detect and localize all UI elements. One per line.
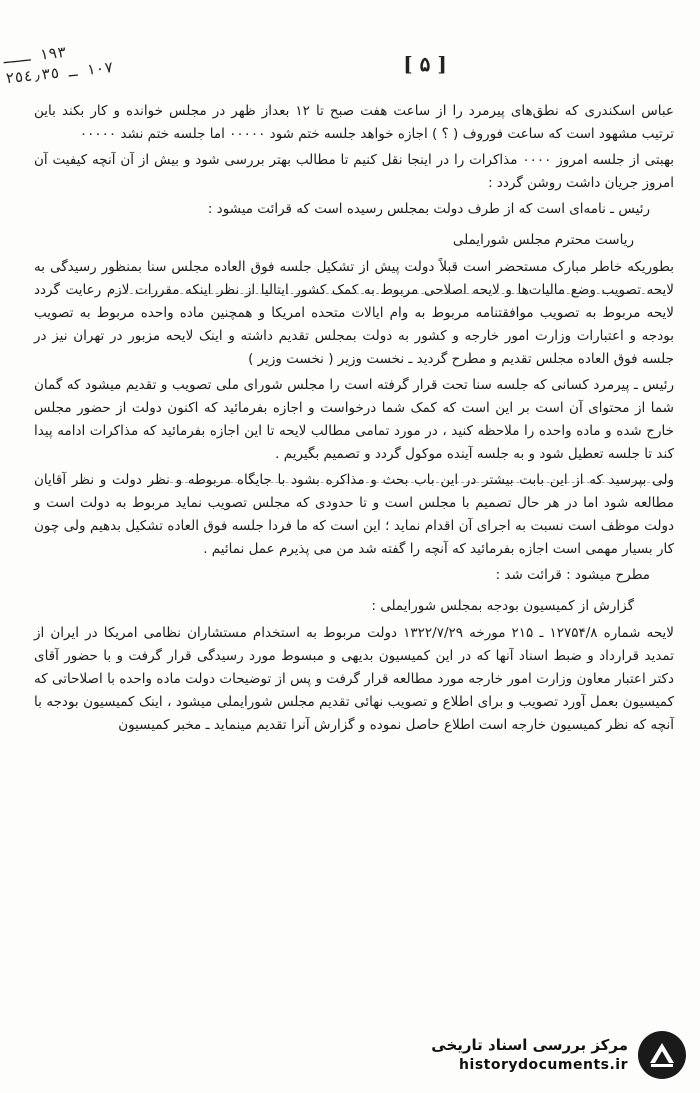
letter-salutation: ریاست محترم مجلس شورایملی (452, 232, 634, 248)
paragraph-continuation: ولی بپرسید که از این بابت بیشتر در این باب بحث و مذاکره بشود با جایگاه مربوطه و نظر دولت و نظر آقایان مطالعه شود اما در هر حال تصمیم با مجلس است و تا حدودی که مجلس تصویب نماید مربوط به دولت است و دولت موظف است نسبت به اجرای آن اقدام نماید ؛ این است که ما فردا جلسه فوق العاده تشکیل بدهیم ولی چون کار بسیار مهمی است اجازه بفرمائید که آنچه را گفته شد من می پذیرم عمل نمائیم . (34, 472, 674, 557)
watermark-url: historydocuments.ir (459, 1057, 628, 1073)
paragraph-chair-remarks: رئیس ـ پیرمرد کسانی که جلسه سنا تحت قرار گرفته است را مجلس شورای ملی تصویب و تقدیم میشود که گمان شما از محتوای آن است بر این است که کمک شما درخواست و اجازه بفرمائید که اکنون دولت از حضور مجلس خارج شده و ماده واحده را ملاحظه کنید ، در مورد تمامی مطالب لایحه تا این اجازه بفرمائید که مذاکرات ادامه پیدا کند تا جلسه تعطیل شود و به جلسه آینده موکول گردد و تصمیم بگیریم . (34, 377, 674, 462)
paragraph-intro: عباس اسکندری که نطق‌های پیرمرد را از ساعت هفت صبح تا ۱۲ بعداز ظهر در مجلس خوانده و کار بکند باین ترتیب مشهود است که ساعت فوروف ( ؟ ) اجازه خواهد جلسه ختم شود ۰۰۰۰۰ اما جلسه ختم نشد ۰۰۰۰۰ (34, 103, 674, 142)
paragraph-government-letter: بطوریکه خاطر مبارک مستحضر است قبلاً دولت پیش از تشکیل جلسه فوق العاده مجلس سنا بمنظور رسیدگی به لایحه تصویب وضع مالیات‌ها و لایحه اصلاحی مربوط به کمک کشور ایتالیا از نظر اینکه مقررات لازم رعایت گردد لایحه مربوط به تصویب موافقتنامه مربوط به وام ایالات متحده امریکا و همچنین ماده واحده مربوط به تصویب بودجه و اعتبارات وزارت امور خارجه و کشور به دولت بمجلس تقدیم داشته و اینک لایحه مزبور در تهران نیز در جلسه فوق العاده مجلس تقدیم و مطرح گردید ـ نخست وزیر ( نخست وزیر ) (34, 259, 674, 367)
margin-note-line-2: ١٠٧ ـ ٢٥٤٫٣٥ (4, 58, 115, 88)
margin-note (2, 32, 165, 89)
report-heading: گزارش از کمیسیون بودجه بمجلس شورایملی : (371, 598, 634, 614)
paragraph-commission-report: لایحه شماره ۱۲۷۵۴/۸ ـ ۲۱۵ مورخه ۱۳۲۲/۷/۲۹ دولت مربوط به استخدام مستشاران نظامی امریکا در ایران از تمدید قرارداد و ضبط اسناد آنها که در این کمیسیون بدیهی و مبسوط مورد رسیدگی قرار گرفت و با حضور آقای دکتر اعتبار معاون وزارت امور خارجه مورد مطالعه قرار گرفت و پس از توضیحات دولت ماده واحده با اصلاحاتی که کمیسیون بعمل آورد تصویب و برای اطلاع و تصویب نهائی تقدیم مجلس شورایملی میشود ، اینک کمیسیون بودجه با آنچه که نظر کمیسیون خارجه است اطلاع حاصل نموده و گزارش آنرا تقدیم مینماید ـ مخبر کمیسیون (34, 625, 674, 733)
paragraph-chair-announcement: رئیس ـ نامه‌ای است که از طرف دولت بمجلس رسیده است که قرائت میشود : (207, 201, 650, 217)
paragraph-read-out: مطرح میشود : قرائت شد : (495, 567, 650, 583)
paragraph-context: بهبتی از جلسه امروز ۰۰۰۰ مذاکرات را در اینجا نقل کنیم تا مطالب بهتر بررسی شود و بیش از آن آنچه کیفیت آن امروز جریان داشت روشن گردد : (34, 152, 674, 191)
watermark-title: مرکز بررسی اسناد تاریخی (431, 1036, 628, 1054)
watermark (431, 1029, 688, 1081)
margin-note-line-1: ١٩٣ ـــ (2, 42, 68, 68)
archive-logo-icon (636, 1029, 688, 1081)
page-number: [ ۵ ] (403, 52, 447, 76)
document-body (34, 100, 674, 740)
